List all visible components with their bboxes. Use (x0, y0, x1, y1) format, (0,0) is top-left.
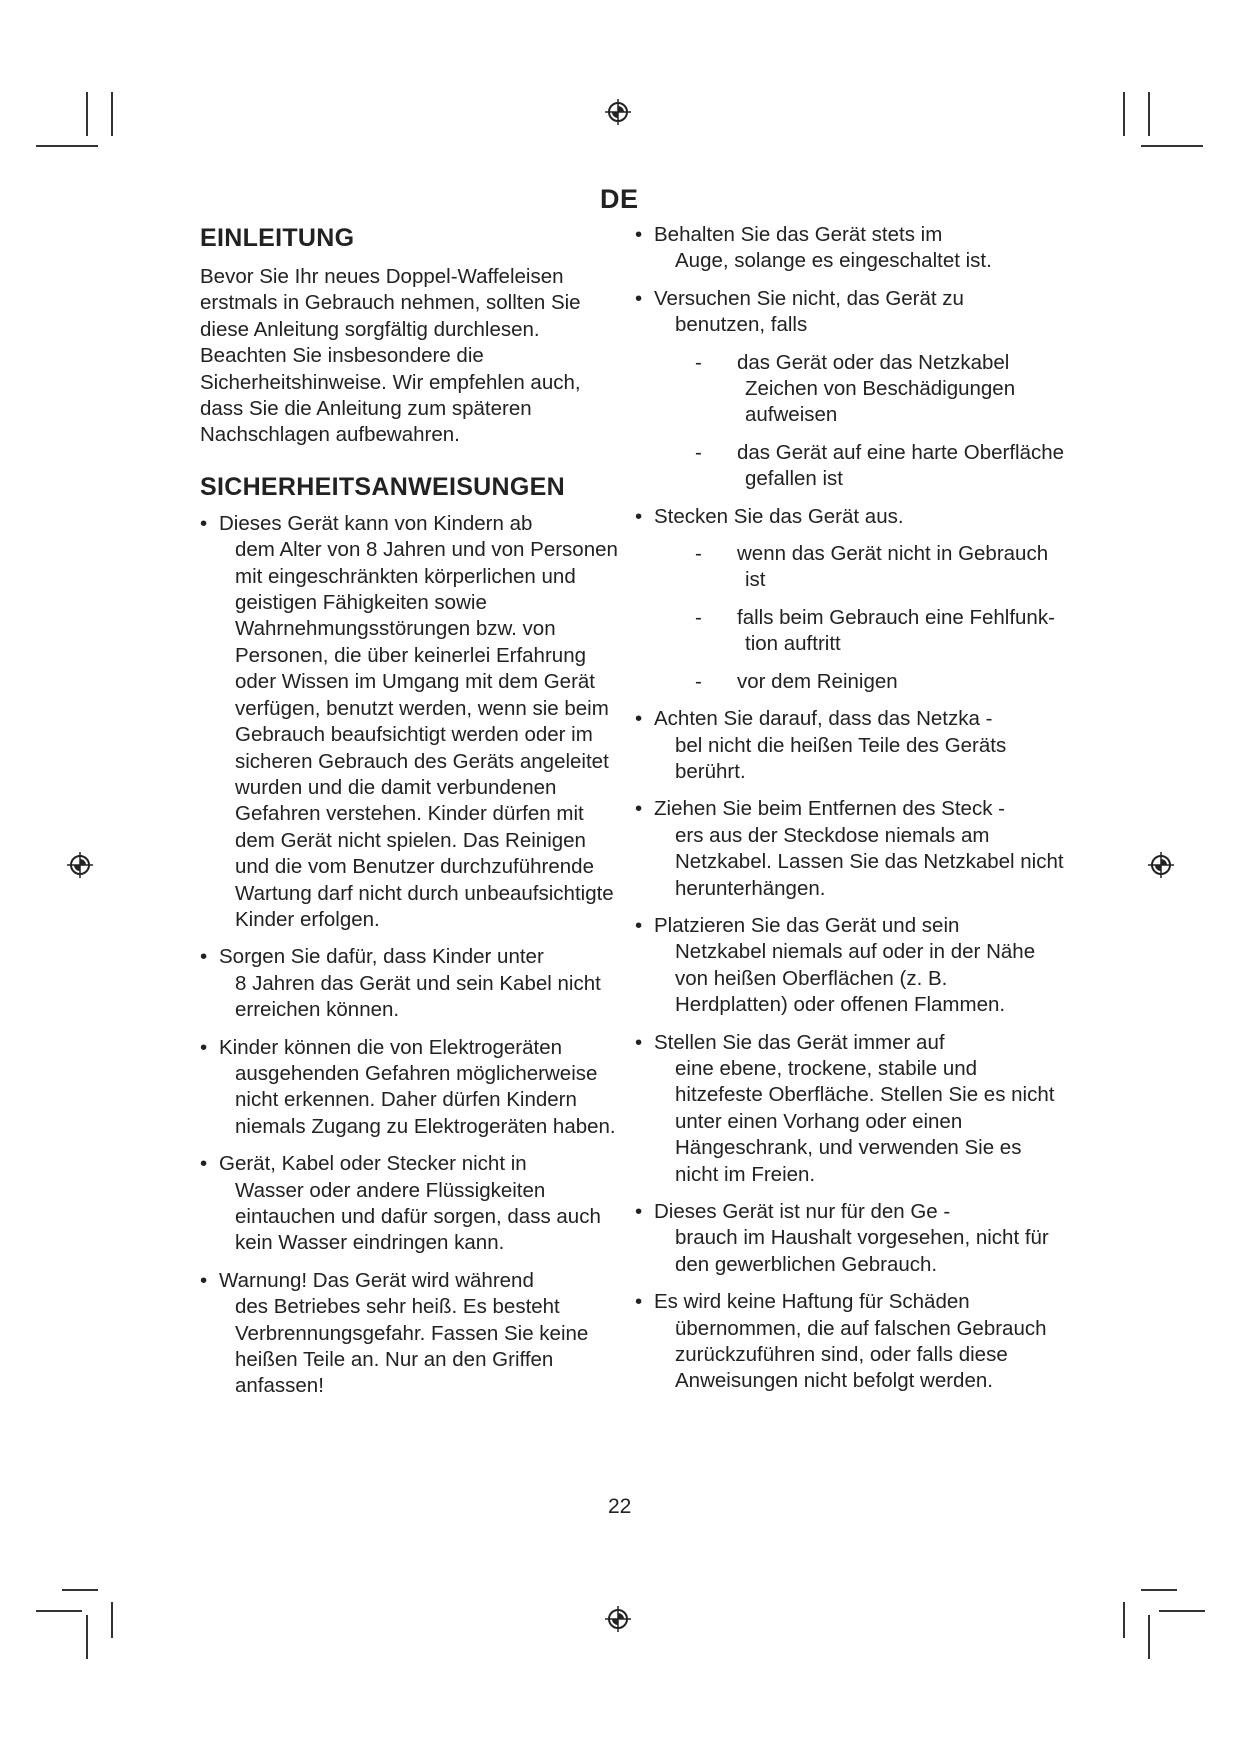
list-item: • Kinder können die von Elektrogeräten ausgehenden Gefahren möglicherweise nicht erkennen. Daher dürfen Kindern niemals Zugang zu Elektrogeräten haben. (200, 1035, 616, 1138)
registration-mark-icon (604, 98, 632, 126)
list-item: • Dieses Gerät kann von Kindern ab dem Alter von 8 Jahren und von Personen mit eingeschränkten körperlichen und geistigen Fähigkeiten sowie Wahrnehmungsstörungen bzw. von Personen, die über keinerlei Erfahrung oder Wissen im Umgang mit dem Gerät verfügen, benutzt werden, wenn sie beim Gebrauch beaufsichtigt werden oder im sicheren Gebrauch des Geräts angeleitet wurden und die damit verbundenen Gefahren verstehen. Kinder dürfen mit dem Gerät nicht spielen. Das Reinigen und die vom Benutzer durchzuführende Wartung darf nicht durch unbeaufsichtigte Kinder erfolgen. (200, 511, 618, 931)
bullet-icon: • (200, 945, 208, 969)
list-item: • Gerät, Kabel oder Stecker nicht in Wasser oder andere Flüssigkeiten eintauchen und dafür sorgen, dass auch kein Wasser eindringen kann. (200, 1152, 601, 1255)
bullet-icon: • (635, 1290, 643, 1314)
list-item: • Ziehen Sie beim Entfernen des Steck - ers aus der Steckdose niemals am Netzkabel. Lassen Sie das Netzkabel nicht herunterhängen. (635, 797, 1064, 900)
list-item: • Warnung! Das Gerät wird während des Betriebes sehr heiß. Es besteht Verbrennungsgefahr. Fassen Sie keine heißen Teile an. Nur an den Griffen anfassen! (200, 1268, 589, 1398)
bullet-icon: • (200, 1035, 208, 1059)
list-item: • Dieses Gerät ist nur für den Ge - brauch im Haushalt vorgesehen, nicht für den gewerblichen Gebrauch. (635, 1200, 1049, 1276)
crop-mark (1148, 1615, 1150, 1659)
crop-mark (86, 1615, 88, 1659)
list-item: • Versuchen Sie nicht, das Gerät zu benutzen, falls - das Gerät oder das Netzkabel Zeichen von Beschädigungen aufweisen - das Gerät auf eine harte Oberfläche gefallen ist (635, 286, 1065, 493)
crop-mark (36, 1610, 82, 1612)
crop-mark (1141, 1589, 1177, 1591)
bullet-icon: • (200, 1152, 208, 1176)
crop-mark (1141, 145, 1203, 147)
right-column (635, 222, 1065, 1406)
sub-list-item: - das Gerät oder das Netzkabel Zeichen von Beschädigungen aufweisen (695, 350, 1016, 427)
page-number: 22 (608, 1495, 632, 1518)
bullet-icon: • (635, 504, 643, 528)
list-item: • Behalten Sie das Gerät stets im Auge, solange es eingeschaltet ist. (635, 223, 992, 273)
intro-heading: EINLEITUNG (200, 224, 355, 252)
list-item: • Stecken Sie das Gerät aus. - wenn das Gerät nicht in Gebrauch ist - falls beim Gebrauch eine Fehlfunk- tion auftritt - vor dem Reinigen (635, 504, 1065, 695)
bullet-icon: • (635, 223, 643, 246)
list-item: • Stellen Sie das Gerät immer auf eine ebene, trockene, stabile und hitzefeste Oberfläche. Stellen Sie es nicht unter einen Vorhang oder einen Hängeschrank, und verwenden Sie es nicht im Freien. (635, 1030, 1055, 1186)
crop-mark (111, 1602, 113, 1638)
registration-mark-icon (604, 1605, 632, 1633)
language-label: DE (600, 184, 639, 214)
list-item: • Platzieren Sie das Gerät und sein Netzkabel niemals auf oder in der Nähe von heißen Oberflächen (z. B. Herdplatten) oder offenen Flammen. (635, 913, 1036, 1017)
sub-list (675, 541, 1065, 695)
safety-list-right (635, 222, 1065, 1395)
bullet-icon: • (200, 1268, 208, 1292)
sub-list-item: - vor dem Reinigen (695, 669, 898, 693)
bullet-icon: • (635, 913, 643, 937)
sub-list-item: - wenn das Gerät nicht in Gebrauch ist (695, 542, 1049, 592)
crop-mark (62, 1589, 98, 1591)
crop-mark (36, 145, 98, 147)
registration-mark-icon (66, 851, 94, 879)
crop-mark (1123, 1602, 1125, 1638)
bullet-icon: • (200, 511, 208, 535)
crop-mark (1159, 1610, 1205, 1612)
crop-mark (1123, 92, 1125, 136)
sub-list (675, 350, 1065, 493)
bullet-icon: • (635, 797, 643, 821)
sub-list-item: - falls beim Gebrauch eine Fehlfunk- tion auftritt (695, 605, 1055, 656)
list-item: • Achten Sie darauf, dass das Netzka - bel nicht die heißen Teile des Geräts berührt. (635, 707, 1007, 783)
list-item: • Sorgen Sie dafür, dass Kinder unter 8 Jahren das Gerät und sein Kabel nicht erreichen können. (200, 945, 601, 1022)
crop-mark (111, 92, 113, 136)
safety-list-left (200, 511, 625, 1400)
intro-paragraph: Bevor Sie Ihr neues Doppel-Waffeleisen erstmals in Gebrauch nehmen, sollten Sie diese Anleitung sorgfältig durchlesen. Beachten Sie insbesondere die Sicherheitshinweise. Wir empfehlen auch, dass Sie die Anleitung zum späteren Nachschlagen aufbewahren. (200, 265, 581, 447)
bullet-icon: • (635, 286, 643, 310)
crop-mark (86, 92, 88, 136)
crop-mark (1148, 92, 1150, 136)
bullet-icon: • (635, 1030, 643, 1054)
safety-heading: SICHERHEITSANWEISUNGEN (200, 472, 565, 501)
left-column (200, 222, 625, 1411)
registration-mark-icon (1147, 851, 1175, 879)
sub-list-item: - das Gerät auf eine harte Oberfläche gefallen ist (695, 440, 1065, 491)
bullet-icon: • (635, 707, 643, 731)
bullet-icon: • (635, 1200, 643, 1223)
list-item: • Es wird keine Haftung für Schäden übernommen, die auf falschen Gebrauch zurückzuführen sind, oder falls diese Anweisungen nicht befolgt werden. (635, 1290, 1047, 1393)
